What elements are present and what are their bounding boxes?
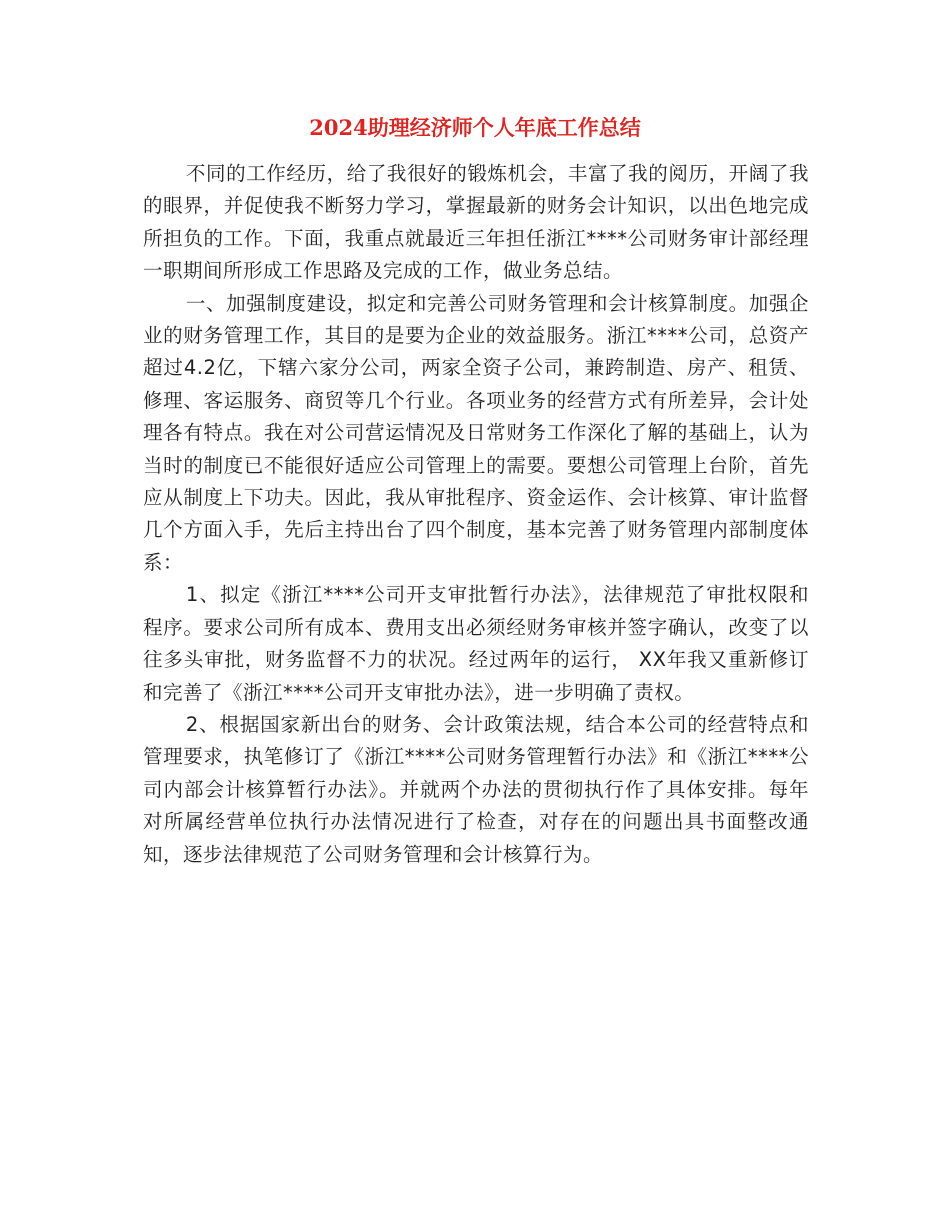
paragraph-section-one: 一、加强制度建设，拟定和完善公司财务管理和会计核算制度。加强企业的财务管理工作，其目的是要为企业的效益服务。浙江****公司，总资产超过4.2亿，下辖六家分公司，两家全资子公司，兼跨制造、房产、租赁、修理、客运服务、商贸等几个行业。各项业务的经营方式有所差异，会计处理各有特点。我在对公司营运情况及日常财务工作深化了解的基础上，认为当时的制度已不能很好适应公司管理上的需要。要想公司管理上台阶，首先应从制度上下功夫。因此，我从审批程序、资金运作、会计核算、审计监督几个方面入手，先后主持出台了四个制度，基本完善了财务管理内部制度体系： xyxy=(143,291,809,574)
paragraph-item-one: 1、拟定《浙江****公司开支审批暂行办法》，法律规范了审批权限和程序。要求公司所有成本、费用支出必须经财务审核并签字确认，改变了以往多头审批，财务监督不力的状况。经过两年的运行， XX年我又重新修订和完善了《浙江****公司开支审批办法》，进一步明确了责权。 xyxy=(143,583,809,704)
document-body xyxy=(143,158,809,871)
paragraph-item-two: 2、根据国家新出台的财务、会计政策法规，结合本公司的经营特点和管理要求，执笔修订了《浙江****公司财务管理暂行办法》和《浙江****公司内部会计核算暂行办法》。并就两个办法的贯彻执行作了具体安排。每年对所属经营单位执行办法情况进行了检查，对存在的问题出具书面整改通知，逐步法律规范了公司财务管理和会计核算行为。 xyxy=(143,712,809,866)
document-title: 2024助理经济师个人年底工作总结 xyxy=(309,115,641,140)
paragraph-intro: 不同的工作经历，给了我很好的锻炼机会，丰富了我的阅历，开阔了我的眼界，并促使我不断努力学习，掌握最新的财务会计知识，以出色地完成所担负的工作。下面，我重点就最近三年担任浙江****公司财务审计部经理一职期间所形成工作思路及完成的工作，做业务总结。 xyxy=(143,162,809,283)
